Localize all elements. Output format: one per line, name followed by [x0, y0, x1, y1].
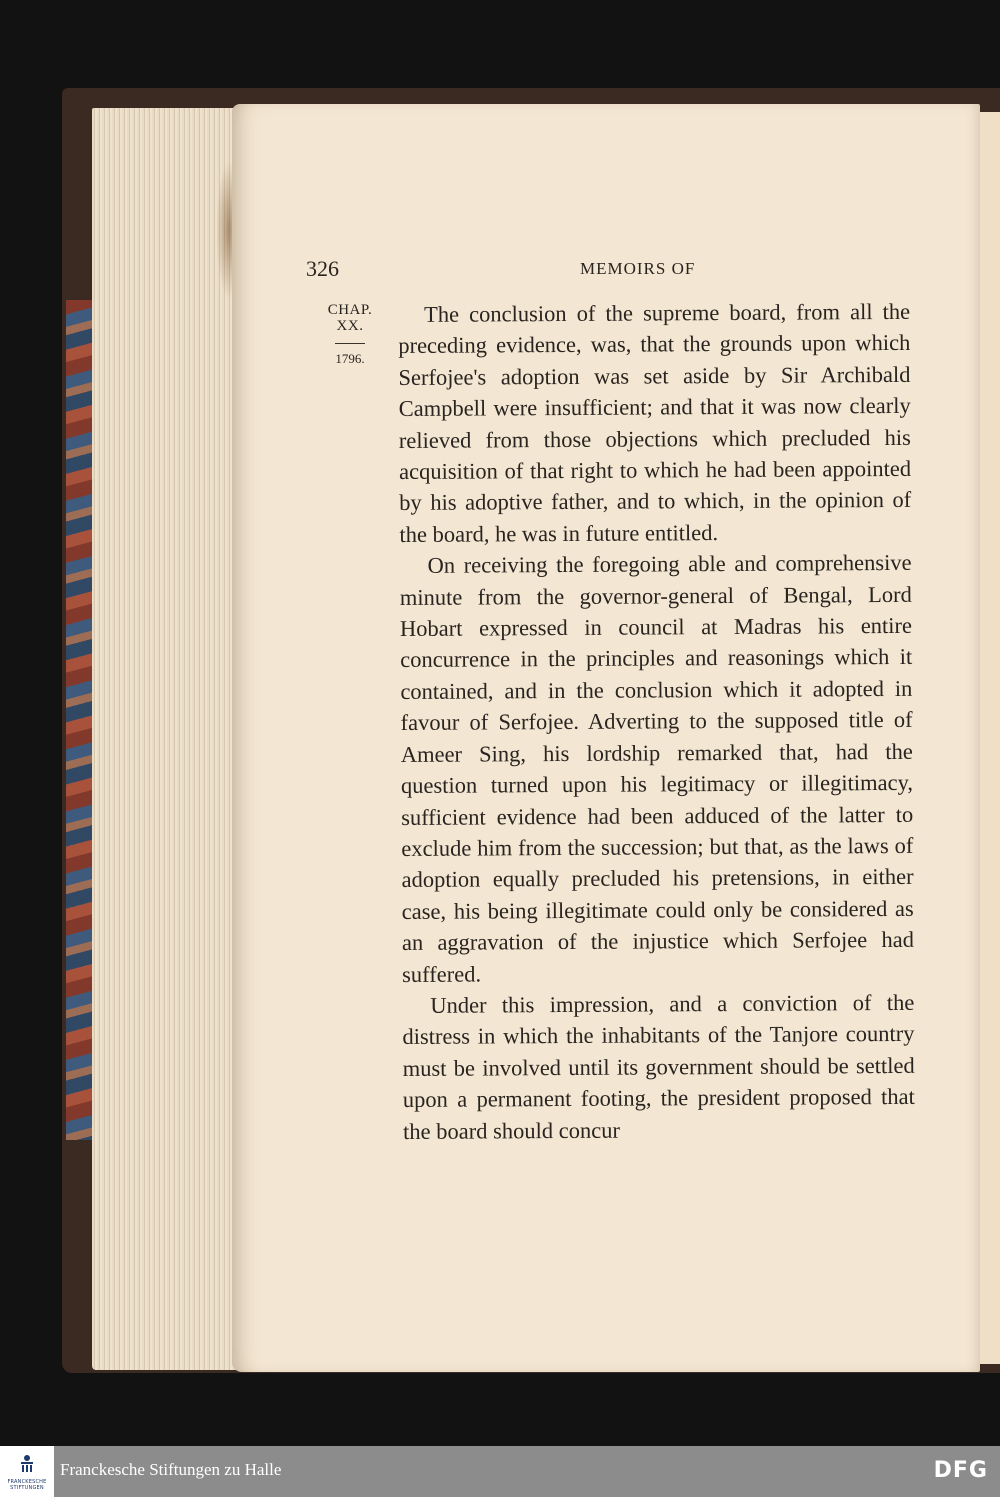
- margin-chapter-number: XX.: [336, 318, 364, 334]
- body-text: [398, 296, 915, 1147]
- francke-logo-icon: [17, 1454, 37, 1474]
- margin-year: 1796.: [335, 351, 365, 366]
- margin-rule: [335, 343, 365, 344]
- margin-chap-label: CHAP.: [327, 302, 373, 318]
- dfg-logo[interactable]: DFG: [933, 1458, 988, 1483]
- paragraph: On receiving the foregoing able and comprehensive minute from the governor-general of Bengal, Lord Hobart expressed in council at Madras his entire concurrence in the principles and reasonings which it contained, and in the conclusion which it adopted in favour of Serfojee. Adverting to the supposed title of Ameer Sing, his lordship remarked that, had the question turned upon his legitimacy or illegitimacy, sufficient evidence had been adduced of the latter to exclude him from the succession; but that, as the laws of adoption equally precluded his pretensions, in either case, his being illegitimate could only be considered as an aggravation of the injustice which Serfojee had suffered.: [399, 550, 914, 987]
- institution-name[interactable]: Franckesche Stiftungen zu Halle: [60, 1460, 282, 1479]
- margin-note: [322, 302, 378, 366]
- paragraph: The conclusion of the supreme board, from all the preceding evidence, was, that the grounds upon which Serfojee's adoption was set aside by Sir Archibald Campbell were insufficient; and that it was now clearly relieved from those objections which precluded his acquisition of that right to which he had been appointed by his adoptive father, and to which, in the opinion of the board, he was in future entitled.: [398, 298, 912, 547]
- logo-text: FRANCKESCHE STIFTUNGEN: [7, 1479, 47, 1491]
- paragraph: Under this impression, and a conviction of the distress in which the inhabitants of the Tanjore country must be involved until its government should be settled upon a permanent footing, the president proposed that the board should concur: [402, 989, 915, 1144]
- viewer-footer: [0, 1446, 1000, 1497]
- running-head-title: MEMOIRS OF: [580, 259, 696, 278]
- running-head: [306, 256, 726, 284]
- institution-logo[interactable]: [0, 1446, 54, 1497]
- marbled-edge: [66, 300, 92, 1140]
- page-number: 326: [306, 256, 339, 281]
